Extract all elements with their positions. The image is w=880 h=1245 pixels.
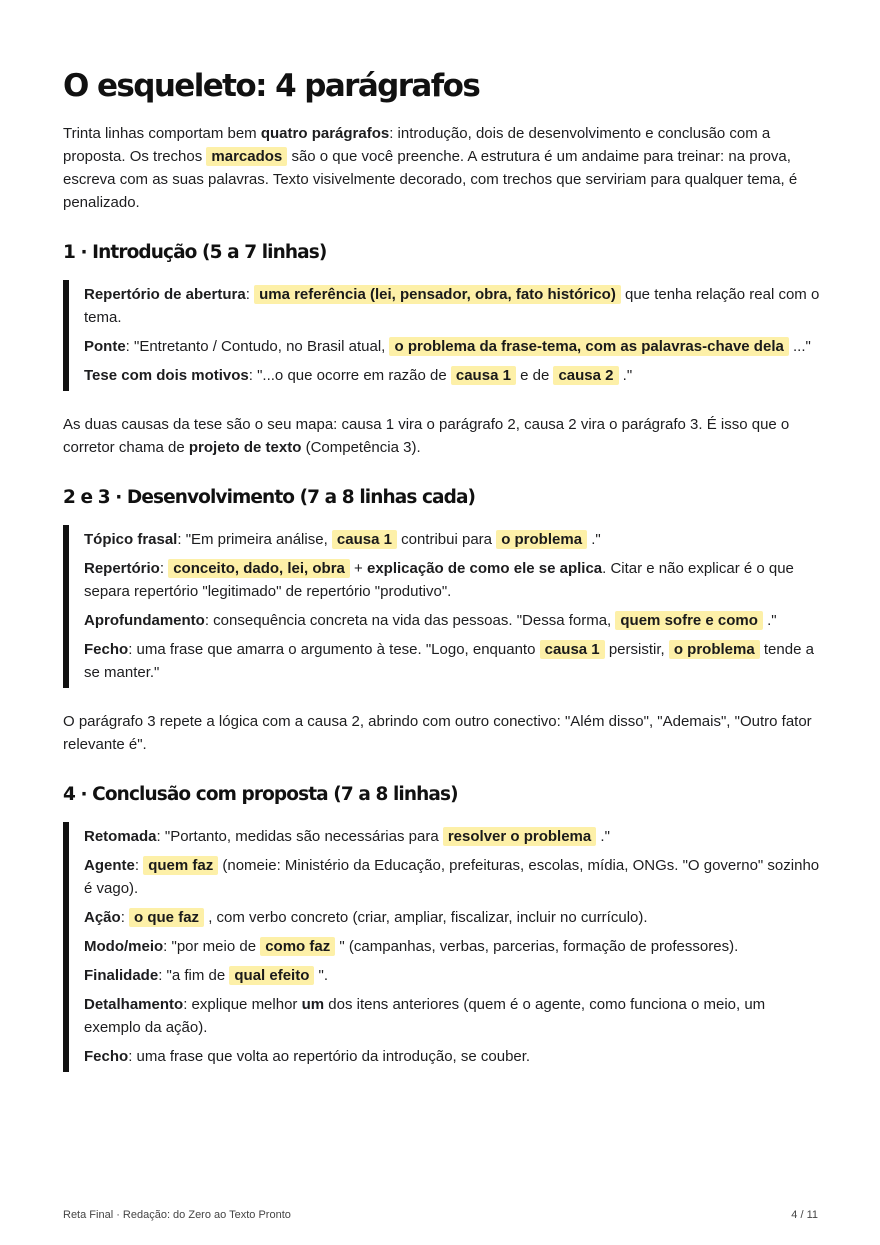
line-text: : "por meio de — [163, 938, 261, 955]
line-label: Tese com dois motivos — [84, 367, 249, 384]
line-bold: um — [301, 996, 325, 1013]
template-line — [84, 964, 823, 987]
highlight-marker: qual efeito — [229, 966, 314, 985]
intro-text: Trinta linhas comportam bem — [63, 125, 261, 142]
body-text: (Competência 3). — [301, 439, 421, 456]
page-title: O esqueleto: 4 parágrafos — [63, 68, 480, 104]
line-text: : "...o que ocorre em razão de — [248, 367, 451, 384]
line-text: : "Portanto, medidas são necessárias para — [156, 828, 443, 845]
highlight-marker: quem faz — [143, 856, 218, 875]
line-text: ." — [596, 828, 610, 845]
line-text: ". — [314, 967, 329, 984]
template-line — [84, 1045, 823, 1068]
line-text: : consequência concreta na vida das pessoas. "Dessa forma, — [204, 612, 616, 629]
highlight-marker: o problema da frase-tema, com as palavras-chave dela — [389, 337, 788, 356]
highlight-marker: marcados — [206, 147, 287, 166]
template-box-introducao — [63, 280, 823, 391]
template-line — [84, 609, 823, 632]
template-line — [84, 364, 823, 387]
highlight-marker: resolver o problema — [443, 827, 596, 846]
line-text: : "Em primeira análise, — [177, 531, 332, 548]
template-line — [84, 283, 823, 329]
line-text: : — [245, 286, 255, 303]
line-bold: explicação de como ele se aplica — [367, 560, 603, 577]
line-label: Aprofundamento — [84, 612, 205, 629]
line-text: : explique melhor — [183, 996, 302, 1013]
line-text: tende a se manter." — [84, 641, 814, 681]
intro-text: são o que você preenche. A estrutura é um andaime para treinar: na prova, escreva com as suas palavras. Texto visivelmente decorado, com trechos que serviriam para qualquer tema, é penalizado. — [63, 148, 798, 211]
footer-page-number: 4 / 11 — [791, 1209, 818, 1221]
page-content — [63, 62, 823, 1072]
template-line — [84, 528, 823, 551]
section-title-introducao: 1 · Introdução (5 a 7 linhas) — [63, 242, 327, 263]
template-line — [84, 825, 823, 848]
line-text: : — [159, 560, 169, 577]
line-text: dos itens anteriores (quem é o agente, como funciona o meio, um exemplo da ação). — [84, 996, 766, 1036]
section-title-conclusao: 4 · Conclusão com proposta (7 a 8 linhas) — [63, 784, 458, 805]
line-text: : uma frase que amarra o argumento à tese. "Logo, enquanto — [128, 641, 540, 658]
line-label: Finalidade — [84, 967, 159, 984]
template-box-desenvolvimento — [63, 525, 823, 688]
highlight-marker: o que faz — [129, 908, 204, 927]
line-text: ." — [762, 612, 777, 629]
line-label: Tópico frasal — [84, 531, 178, 548]
highlight-marker: como faz — [260, 937, 335, 956]
template-line — [84, 335, 823, 358]
intro-text: : introdução, dois de desenvolvimento e conclusão com a proposta. Os trechos — [63, 125, 771, 165]
line-text: : "Entretanto / Contudo, no Brasil atual, — [125, 338, 390, 355]
body-paragraph — [63, 413, 823, 459]
intro-paragraph — [63, 122, 823, 214]
line-label: Repertório — [84, 560, 160, 577]
line-label: Modo/meio — [84, 938, 164, 955]
line-text: que tenha relação real com o tema. — [84, 286, 820, 326]
template-line — [84, 906, 823, 929]
line-text: : uma frase que volta ao repertório da introdução, se couber. — [128, 1048, 531, 1065]
line-text: persistir, — [604, 641, 669, 658]
highlight-marker: o problema — [496, 530, 587, 549]
template-line — [84, 935, 823, 958]
line-text: e de — [515, 367, 554, 384]
line-label: Detalhamento — [84, 996, 184, 1013]
line-label: Retomada — [84, 828, 157, 845]
highlight-marker: quem sofre e como — [615, 611, 763, 630]
line-label: Fecho — [84, 641, 129, 658]
highlight-marker: causa 2 — [553, 366, 618, 385]
line-text: contribui para — [396, 531, 497, 548]
line-label: Agente — [84, 857, 135, 874]
line-text: " (campanhas, verbas, parcerias, formação de professores). — [335, 938, 739, 955]
intro-bold: quatro parágrafos — [260, 125, 390, 142]
body-bold: projeto de texto — [188, 439, 302, 456]
line-text: ..." — [788, 338, 811, 355]
body-paragraph: O parágrafo 3 repete a lógica com a causa 2, abrindo com outro conectivo: "Além disso", "Ademais", "Outro fator relevante é". — [63, 713, 812, 753]
line-text: ." — [618, 367, 633, 384]
line-text: : — [120, 909, 130, 926]
highlight-marker: conceito, dado, lei, obra — [168, 559, 350, 578]
line-label: Repertório de abertura — [84, 286, 246, 303]
template-line — [84, 854, 823, 900]
highlight-marker: uma referência (lei, pensador, obra, fato histórico) — [254, 285, 621, 304]
line-text: ." — [587, 531, 601, 548]
line-text: . Citar e não explicar é o que separa repertório "legitimado" de repertório "produtivo". — [84, 560, 794, 600]
highlight-marker: causa 1 — [332, 530, 397, 549]
section-title-desenvolvimento: 2 e 3 · Desenvolvimento (7 a 8 linhas cada) — [63, 487, 476, 508]
footer-course-title: Reta Final · Redação: do Zero ao Texto Pronto — [63, 1209, 291, 1221]
line-text: : "a fim de — [158, 967, 230, 984]
page-footer — [63, 1209, 818, 1221]
line-label: Ação — [84, 909, 121, 926]
highlight-marker: o problema — [669, 640, 760, 659]
highlight-marker: causa 1 — [540, 640, 605, 659]
line-label: Fecho — [84, 1048, 129, 1065]
line-text: (nomeie: Ministério da Educação, prefeituras, escolas, mídia, ONGs. "O governo" sozinho é vago). — [84, 857, 820, 897]
line-text: , com verbo concreto (criar, ampliar, fiscalizar, incluir no currículo). — [204, 909, 648, 926]
template-line — [84, 993, 823, 1039]
line-label: Ponte — [84, 338, 126, 355]
template-line — [84, 557, 823, 603]
body-text: As duas causas da tese são o seu mapa: causa 1 vira o parágrafo 2, causa 2 vira o parágrafo 3. É isso que o corretor chama de — [63, 416, 790, 456]
template-box-conclusao — [63, 822, 823, 1072]
line-text: : — [134, 857, 144, 874]
template-line — [84, 638, 823, 684]
line-text: + — [349, 560, 367, 577]
highlight-marker: causa 1 — [451, 366, 516, 385]
